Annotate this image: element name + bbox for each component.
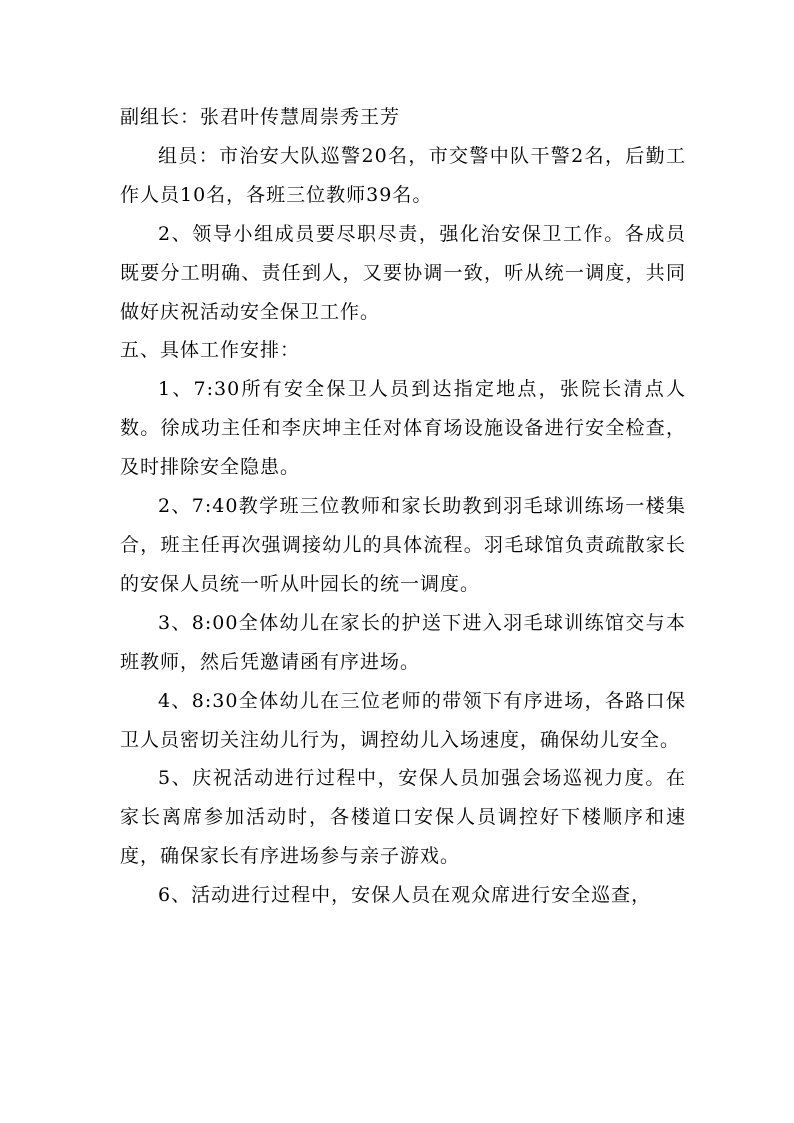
paragraph-item-5: 5、庆祝活动进行过程中，安保人员加强会场巡视力度。在家长离席参加活动时，各楼道口安保人员调控好下楼顺序和速度，确保家长有序进场参与亲子游戏。 <box>120 767 686 868</box>
paragraph-members: 组员：市治安大队巡警20名，市交警中队干警2名，后勤工作人员10名，各班三位教师39名。 <box>120 144 686 206</box>
document-body <box>120 98 686 915</box>
paragraph-item-2: 2、7:40教学班三位教师和家长助教到羽毛球训练场一楼集合，班主任再次强调接幼儿的具体流程。羽毛球馆负责疏散家长的安保人员统一听从叶园长的统一调度。 <box>120 495 686 595</box>
section-heading-work-arrangement: 五、具体工作安排： <box>120 339 301 362</box>
paragraph-item-6: 6、活动进行过程中，安保人员在观众席进行安全巡查， <box>158 884 652 907</box>
paragraph-leadership-duties: 2、领导小组成员要尽职尽责，强化治安保卫工作。各成员既要分工明确、责任到人，又要协调一致，听从统一调度，共同做好庆祝活动安全保卫工作。 <box>120 222 686 323</box>
paragraph-item-3: 3、8:00全体幼儿在家长的护送下进入羽毛球训练馆交与本班教师，然后凭邀请函有序进场。 <box>120 611 686 673</box>
paragraph-deputy-leaders: 副组长：张君叶传慧周崇秀王芳 <box>120 106 401 128</box>
paragraph-item-1: 1、7:30所有安全保卫人员到达指定地点，张院长清点人数。徐成功主任和李庆坤主任对体育场设施设备进行安全检查，及时排除安全隐患。 <box>120 378 686 479</box>
paragraph-item-4: 4、8:30全体幼儿在三位老师的带领下有序进场，各路口保卫人员密切关注幼儿行为，调控幼儿入场速度，确保幼儿安全。 <box>120 689 686 751</box>
